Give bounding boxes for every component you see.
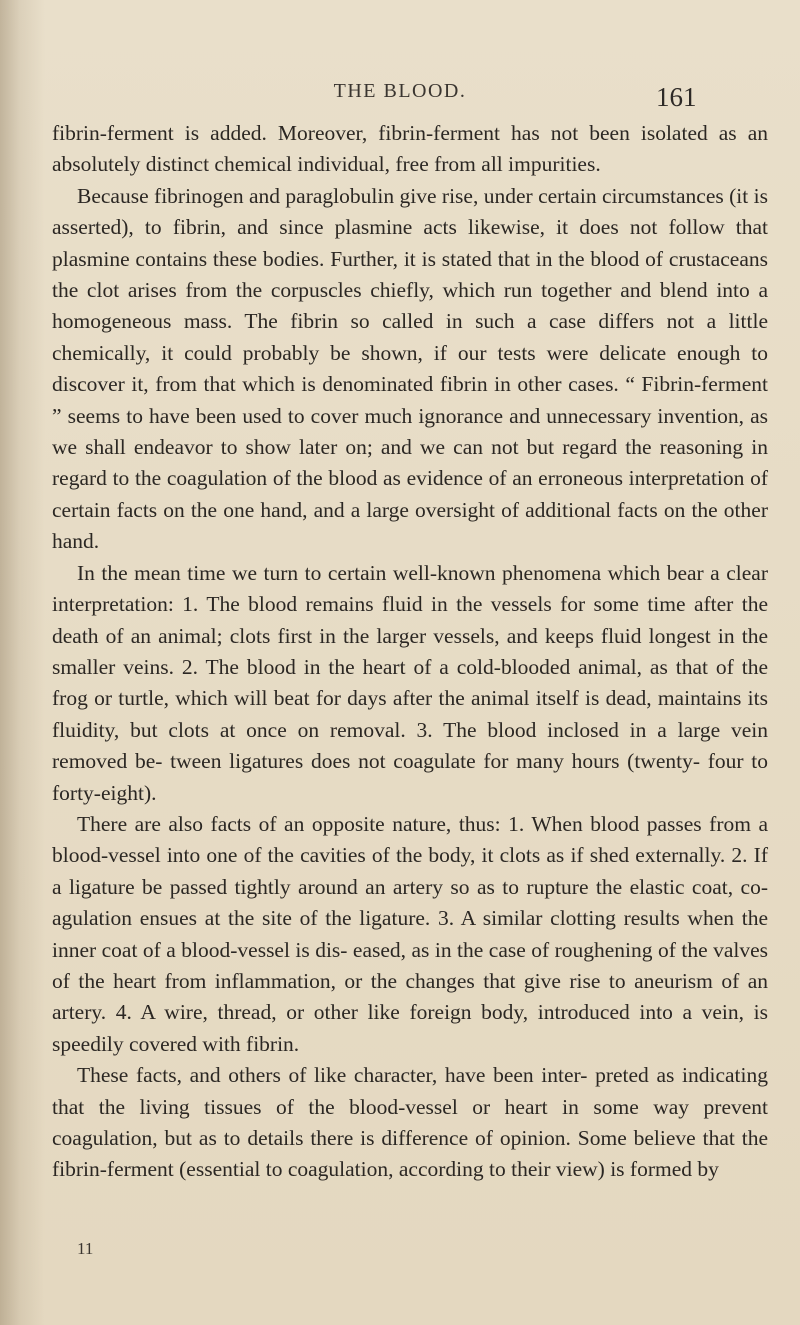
body-text (52, 118, 768, 1186)
signature-mark: 11 (77, 1239, 94, 1258)
page-number: 161 (656, 82, 697, 112)
paragraph: There are also facts of an opposite nature, thus: 1. When blood passes from a blood-vessel into one of the cavities of the body, it clots as if shed externally. 2. If a ligature be passed tightly around an artery so as to rupture the elastic coat, co- agulation ensues at the site of the ligature. 3. A similar clotting results when the inner coat of a blood-vessel is dis- eased, as in the case of roughening of the valves of the heart from inflammation, or the changes that give rise to aneurism of an artery. 4. A wire, thread, or other like foreign body, introduced into a vein, is speedily covered with fibrin. (52, 811, 768, 1056)
paragraph: These facts, and others of like character, have been inter- preted as indicating that the living tissues of the blood-vessel or heart in some way prevent coagulation, but as to details there is difference of opinion. Some believe that the fibrin-ferment (essential to coagulation, according to their view) is formed by (52, 1063, 768, 1182)
paragraph: fibrin-ferment is added. Moreover, fibrin-ferment has not been isolated as an absolutely distinct chemical individual, free from all impurities. (52, 121, 768, 177)
page-header (0, 72, 800, 112)
paragraph: Because fibrinogen and paraglobulin give rise, under certain circumstances (it is asserted), to fibrin, and since plasmine acts likewise, it does not follow that plasmine contains these bodies. Further, it is stated that in the blood of crustaceans the clot arises from the corpuscles chiefly, which run together and blend into a homogeneous mass. The fibrin so called in such a case differs not a little chemically, it could probably be shown, if our tests were delicate enough to discover it, from that which is denominated fibrin in other cases. “ Fibrin-ferment ” seems to have been used to cover much ignorance and unnecessary invention, as we shall endeavor to show later on; and we can not but regard the reasoning in regard to the coagulation of the blood as evidence of an erroneous interpretation of certain facts on the one hand, and a large oversight of additional facts on the other hand. (52, 183, 768, 554)
paragraph: In the mean time we turn to certain well-known phenomena which bear a clear interpretation: 1. The blood remains fluid in the vessels for some time after the death of an animal; clots first in the larger vessels, and keeps fluid longest in the smaller veins. 2. The blood in the heart of a cold-blooded animal, as that of the frog or turtle, which will beat for days after the animal itself is dead, maintains its fluidity, but clots at once on removal. 3. The blood inclosed in a large vein removed be- tween ligatures does not coagulate for many hours (twenty- four to forty-eight). (52, 560, 768, 805)
running-head: THE BLOOD. (333, 80, 467, 102)
